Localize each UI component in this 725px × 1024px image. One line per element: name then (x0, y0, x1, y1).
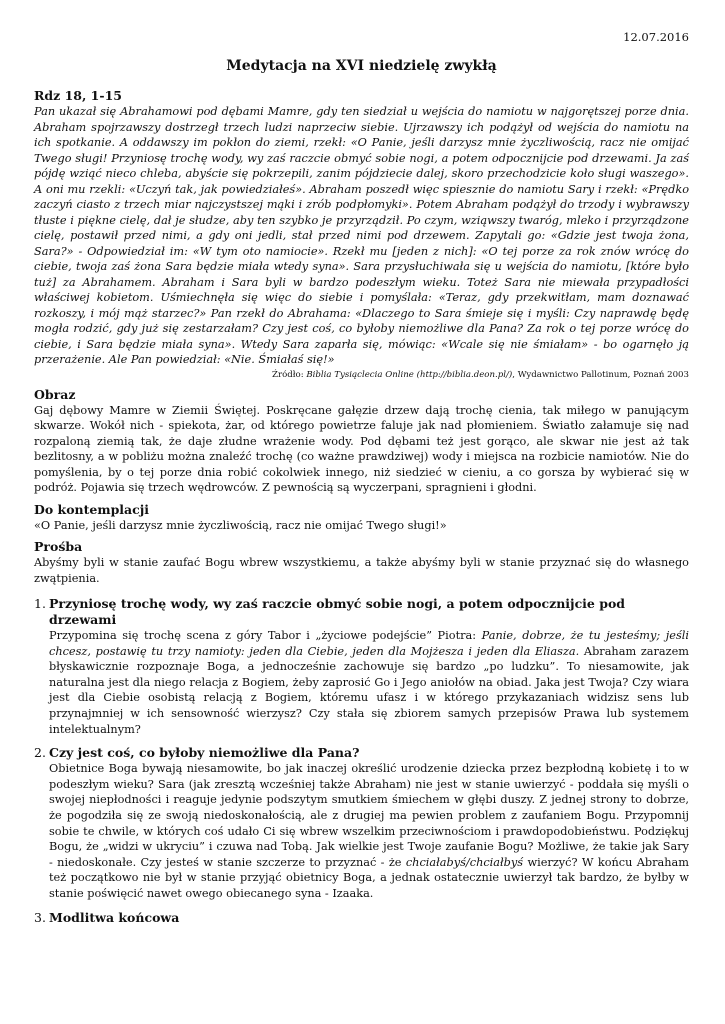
point-heading: Czy jest coś, co byłoby niemożliwe dla Pana? (49, 745, 360, 761)
prosba-section (34, 539, 689, 586)
kontemplacja-heading: Do kontemplacji (34, 501, 150, 517)
source-suffix: , Wydawnictwo Pallotinum, Poznań 2003 (512, 369, 689, 380)
reading-text: Pan ukazał się Abrahamowi pod dębami Mamre, gdy ten siedział u wejścia do namiotu w najgorętszej porze dnia. Abraham spojrzawszy dostrzegł trzech ludzi naprzeciw siebie. Ujrzawszy ich podążył od wejścia do namiotu na ich spotkanie. A oddawszy im pokłon do ziemi, rzekł: «O Panie, jeśli darzysz mnie życzliwością, racz nie omijać Twego sługi! Przyniosę trochę wody, wy zaś raczcie obmyć sobie nogi, a potem odpocznijcie pod drzewami. Ja zaś pójdę wziąć nieco chleba, abyście się pokrzepili, zanim pójdziecie dalej, skoro przechodzicie koło sługi waszego». A oni mu rzekli: «Uczyń tak, jak powiedziałeś». Abraham poszedł więc spiesznie do namiotu Sary i rzekł: «Prędko zaczyń ciasto z trzech miar najczystszej mąki i zrób podpłomyki». Potem Abraham podążył do trzody i wybrawszy tłuste i piękne cielę, dał je słudze, aby ten szybko je przyrządził. Po czym, wziąwszy twaróg, mleko i przyrządzone cielę, postawił przed nimi, a gdy oni jedli, stał przed nimi pod drzewem. Zapytali go: «Gdzie jest twoja żona, Sara?» - Odpowiedział im: «W tym oto namiocie». Rzekł mu [jeden z nich]: «O tej porze za rok znów wrócę do ciebie, twoja zaś żona Sara będzie miała wtedy syna». Sara przysłuchiwała się u wejścia do namiotu, [które było tuż] za Abrahamem. Abraham i Sara byli w bardzo podeszłym wieku. Toteż Sara nie miewała przypadłości właściwej kobietom. Uśmiechnęła się więc do siebie i pomyślała: «Teraz, gdy przekwitłam, mam doznawać rozkoszy, i mój mąż starzec?» Pan rzekł do Abrahama: «Dlaczego to Sara śmieje się i myśli: Czy naprawdę będę mogła rodzić, gdy już się zestarzałam? Czy jest coś, co byłoby niemożliwe dla Pana? Za rok o tej porze wrócę do ciebie, i Sara będzie miała syna». Wtedy Sara zaparła się, mówiąc: «Wcale się nie śmiałam» - bo ogarnęło ją przerażenie. Ale Pan powiedział: «Nie. Śmiałaś się!» (34, 105, 689, 366)
point-heading: Modlitwa końcowa (49, 909, 180, 925)
reading-heading: Rdz 18, 1-15 (34, 88, 122, 103)
kontemplacja-text: «O Panie, jeśli darzysz mnie życzliwością, racz nie omijać Twego sługi!» (34, 518, 447, 532)
point-body (49, 628, 689, 737)
point-body-quote: Panie, dobrze, że tu jesteśmy; jeśli chcesz, postawię tu trzy namioty: jeden dla Ciebie, jeden dla Mojżesza i jeden dla Eliasza. (49, 629, 689, 658)
prosba-text: Abyśmy byli w stanie zaufać Bogu wbrew wszystkiemu, a także abyśmy byli w stanie przyznać się do własnego zwątpienia. (34, 556, 689, 585)
list-item (34, 596, 689, 737)
point-number: 2. (34, 745, 46, 761)
list-item (34, 910, 689, 926)
source-name: Biblia Tysiąclecia Online (http://biblia.deon.pl/) (306, 369, 513, 380)
document-title: Medytacja na XVI niedzielę zwykłą (226, 58, 497, 74)
document-page (34, 30, 689, 934)
point-body (49, 761, 689, 901)
point-heading: Przyniosę trochę wody, wy zaś raczcie obmyć sobie nogi, a potem odpocznijcie pod drzewami (49, 596, 626, 627)
list-item (34, 745, 689, 901)
source-prefix: Źródło: (272, 369, 307, 380)
prosba-heading: Prośba (34, 539, 83, 554)
point-number: 3. (34, 909, 46, 925)
point-body-text: Obietnice Boga bywają niesamowite, bo jak inaczej określić urodzenie dziecka przez bezpłodną kobietę i to w podeszłym wieku? Sara (jak zresztą wcześniej także Abraham) nie jest w stanie uwierzyć - poddała się myśli o swojej niepłodności i reaguje jedynie podszytym smutkiem śmiechem w głębi duszy. Z jednej strony to dobrze, że pogodziła się ze swoją niedoskonałością, ale z drugiej ma pewien problem z zaufaniem Bogu. Przypomnij sobie te chwile, w których coś udało Ci się wbrew wszelkim przeciwnościom i prawdopodobieństwu. Podziękuj Bogu, że „widzi w ukryciu” i czuwa nad Tobą. Jak wielkie jest Twoje zaufanie Bogu? Możliwe, że takie jak Sary - niedoskonałe. Czy jesteś w stanie szczerze to przyznać - że (49, 762, 689, 869)
document-date: 12.07.2016 (623, 30, 689, 44)
kontemplacja-section (34, 502, 689, 534)
points-list (34, 596, 689, 926)
point-number: 1. (34, 596, 46, 611)
point-body-text: Abraham zarazem błyskawicznie rozpoznaje Boga, a jednocześnie zachowuje się bardzo „po ludzku”. To niesamowite, jak naturalna jest dla niego relacja z Bogiem, żeby zaprosić Go i Jego aniołów na obiad. Jaka jest Twoja? Czy wiara jest dla Ciebie osobistą relacją z Bogiem, któremu ufasz i w którego przykazaniach widzisz sens lub przynajmniej w ich sensowność wierzysz? Czy stała się zbiorem samych przepisów Prawa lub systemem intelektualnym? (49, 644, 689, 736)
obraz-text: Gaj dębowy Mamre w Ziemii Świętej. Poskręcane gałęzie drzew dają trochę cienia, tak miłego w panującym skwarze. Wokół nich - spiekota, żar, od którego powietrze faluje jak nad płomieniem. Światło załamuje się nad rozpaloną ziemią tak, że daje złudne wrażenie wody. Pod dębami też jest gorąco, ale skwar nie jest aż tak bezlitosny, a w pobliżu można znaleźć trochę (co ważne prawdziwej) wody i miejsca na rozbicie namiotów. Nie do pomyślenia, by o tej porze dnia robić cokolwiek innego, niż siedzieć w cieniu, a co gorsza by wybierać się w podróż. Pojawia się trzech wędrowców. Z pewnością są wyczerpani, spragnieni i głodni. (34, 403, 689, 494)
point-body-text: wierzyć? W końcu Abraham też początkowo nie był w stanie przyjąć obietnicy Boga, a jednak ostatecznie uwierzył tak bardzo, że byłby w stanie poświęcić nawet owego obiecanego syna - Izaaka. (49, 855, 689, 900)
reading-section (34, 88, 689, 381)
obraz-section (34, 387, 689, 496)
obraz-heading: Obraz (34, 386, 76, 402)
point-body-quote: chciałabyś/chciałbyś (405, 855, 524, 869)
point-body-text: Przypomina się trochę scena z góry Tabor i „życiowe podejście” Piotra: (49, 629, 482, 642)
reading-source (34, 370, 689, 381)
